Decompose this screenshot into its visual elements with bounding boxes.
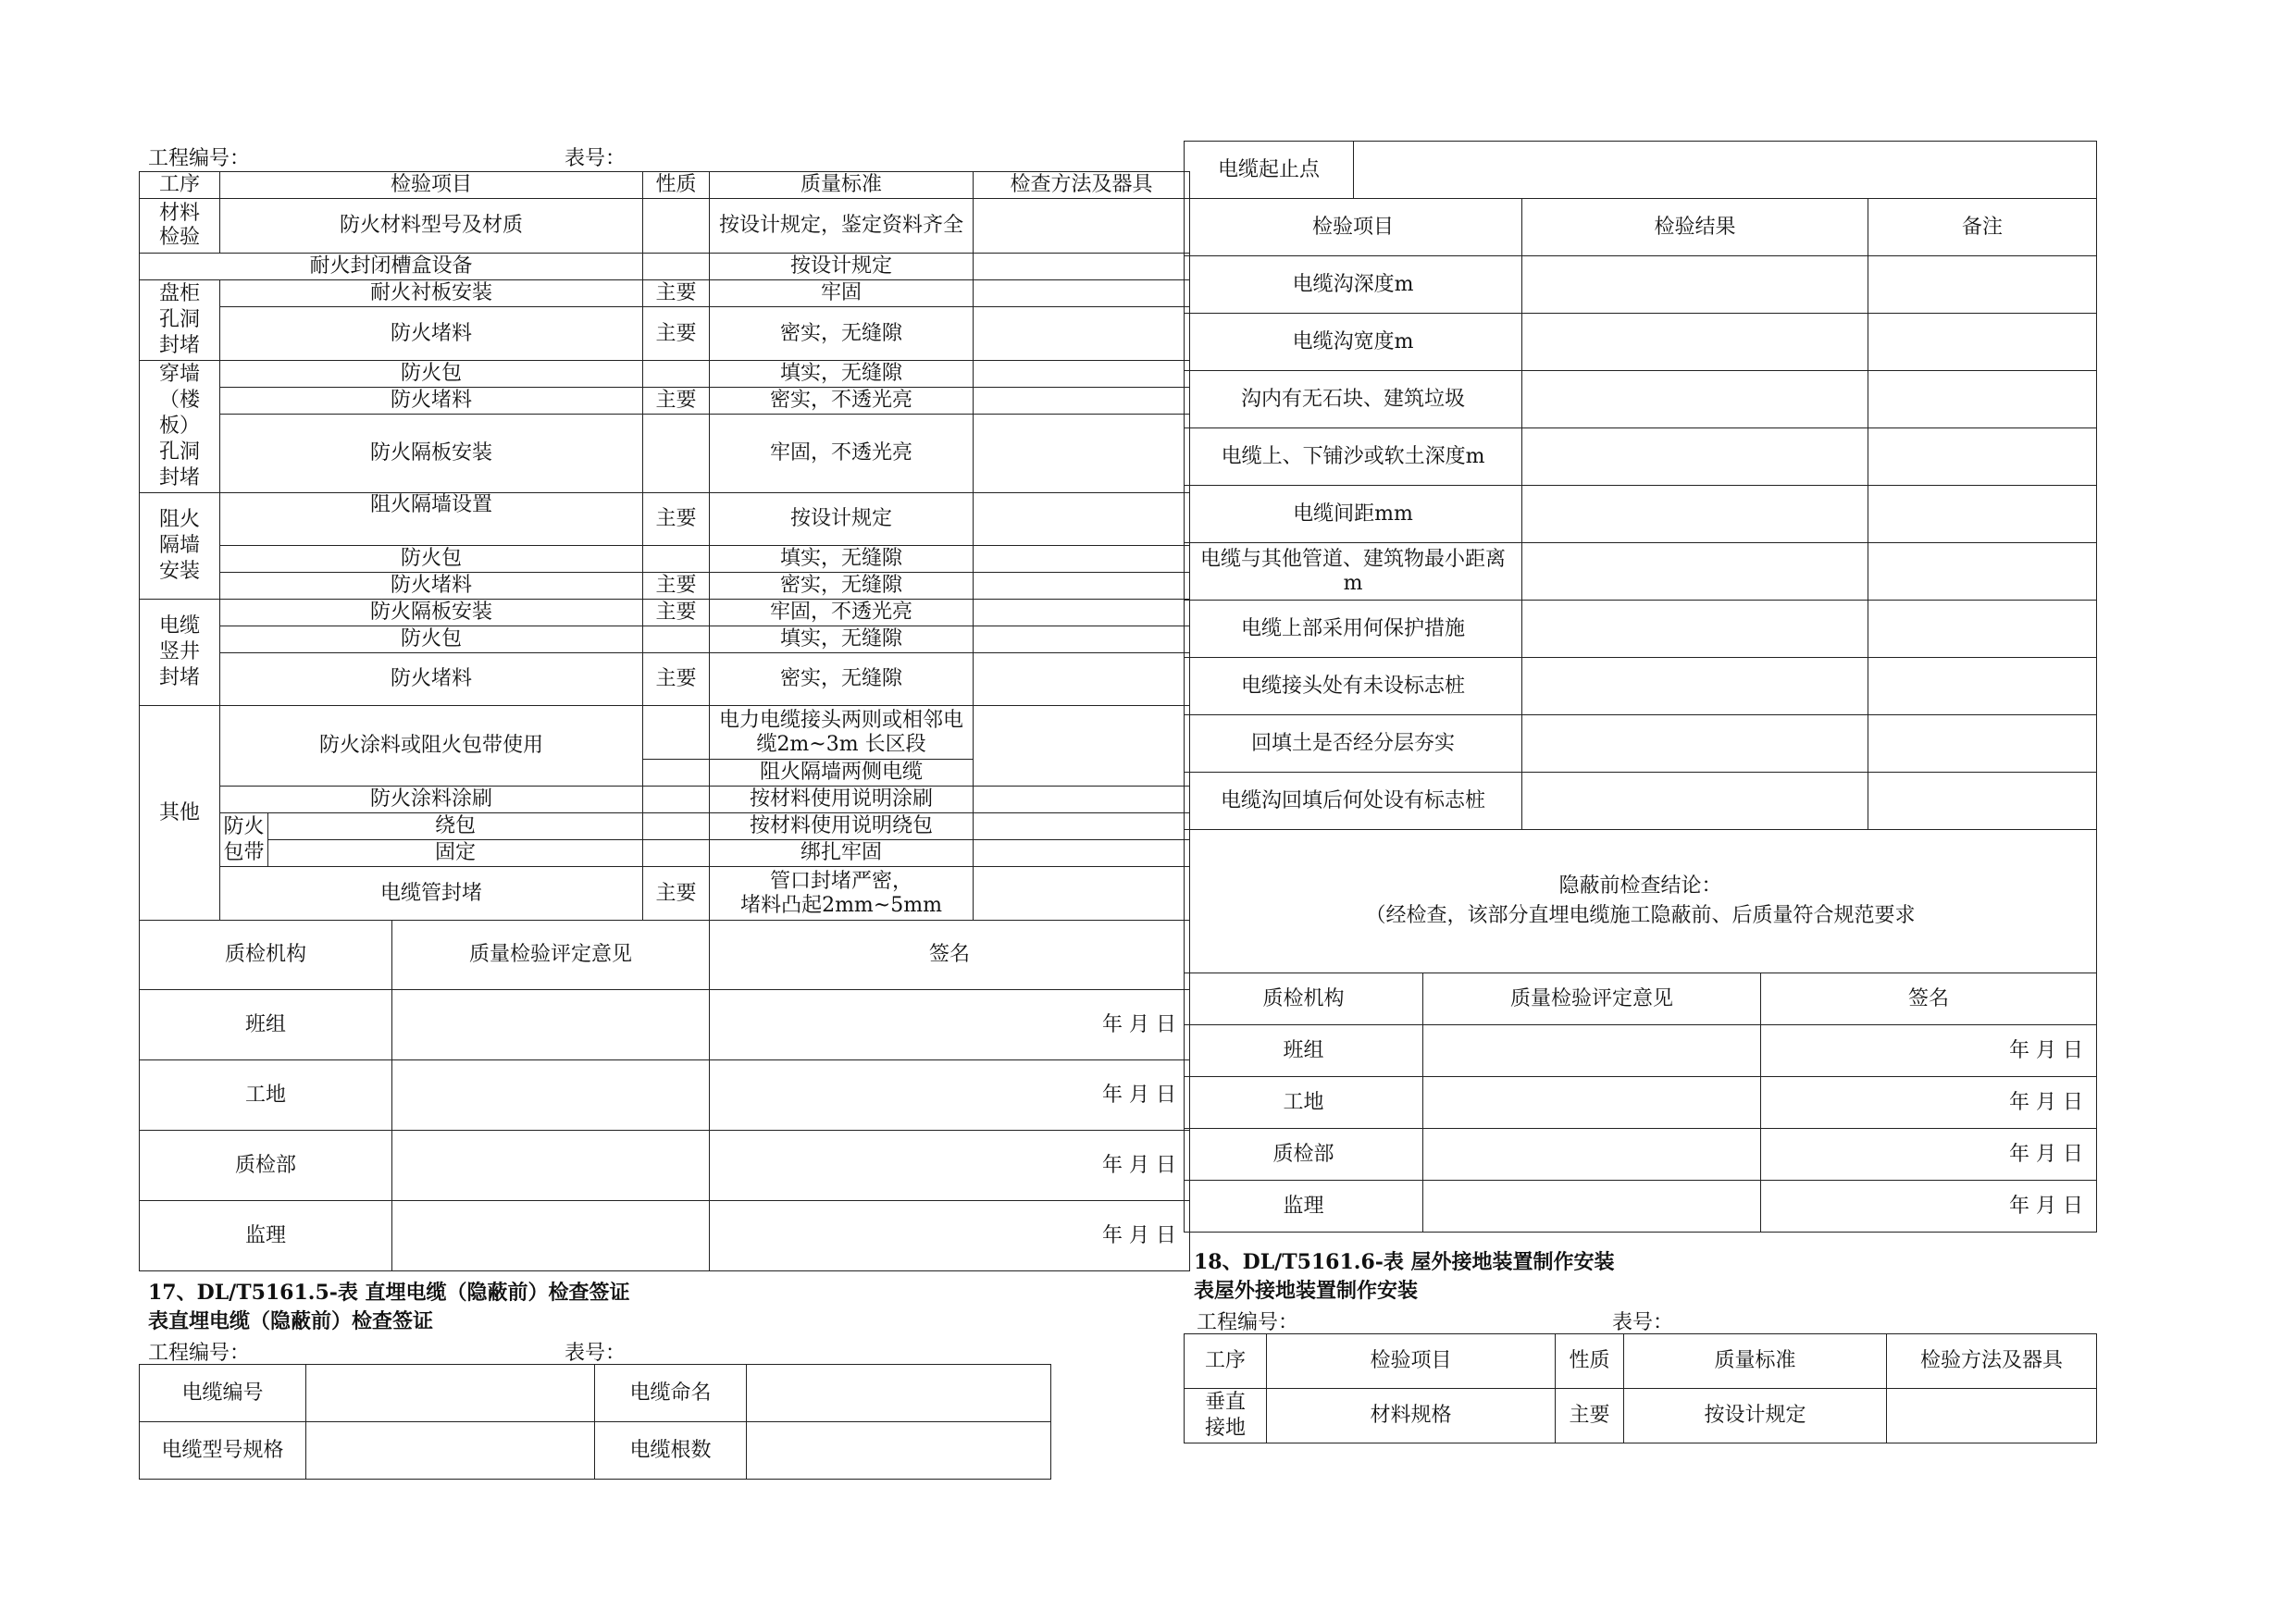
- cable-model-value[interactable]: [306, 1422, 595, 1480]
- header-cell: 工序: [140, 172, 220, 199]
- process-cell: 盘柜 孔洞 封堵: [140, 280, 220, 361]
- standard-cell: 密实，无缝隙: [710, 573, 974, 600]
- sign-header-row: [1185, 973, 2097, 1025]
- cable-count-label: 电缆根数: [595, 1422, 747, 1480]
- result-cell[interactable]: [1522, 773, 1868, 830]
- cable-model-label: 电缆型号规格: [140, 1422, 306, 1480]
- nature-cell: 主要: [643, 653, 710, 706]
- org-cell: 质检部: [1185, 1129, 1423, 1181]
- nature-cell: [643, 787, 710, 813]
- table-row: [1185, 543, 2097, 601]
- standard-cell: 按设计规定，鉴定资料齐全: [710, 199, 974, 254]
- method-cell[interactable]: [974, 840, 1190, 867]
- item-cell: 防火堵料: [220, 573, 643, 600]
- form-number-label: 表号：: [565, 1342, 627, 1365]
- table-row: [1185, 256, 2097, 314]
- date-cell: 年 月 日: [710, 1131, 1190, 1201]
- remark-cell[interactable]: [1868, 658, 2097, 715]
- remark-cell[interactable]: [1868, 428, 2097, 486]
- item-cell: 防火堵料: [220, 653, 643, 706]
- remark-cell[interactable]: [1868, 601, 2097, 658]
- header-cell: 检验结果: [1522, 199, 1868, 256]
- nature-cell: [643, 254, 710, 280]
- standard-cell: 密实，无缝隙: [710, 653, 974, 706]
- sign-row: [140, 1060, 1190, 1131]
- nature-cell: [643, 546, 710, 573]
- item-cell: 耐火封闭槽盒设备: [140, 254, 643, 280]
- standard-cell: 绑扎牢固: [710, 840, 974, 867]
- date-cell: 年 月 日: [710, 1060, 1190, 1131]
- item-cell: 电缆沟宽度m: [1185, 314, 1522, 371]
- process-cell: 垂直 接地: [1185, 1389, 1267, 1443]
- table-row: [1185, 715, 2097, 773]
- date-cell: 年 月 日: [1761, 1129, 2097, 1181]
- opinion-cell[interactable]: [392, 1131, 710, 1201]
- org-cell: 工地: [1185, 1077, 1423, 1129]
- standard-cell: 密实，无缝隙: [710, 307, 974, 361]
- item-cell: 材料规格: [1267, 1389, 1556, 1443]
- method-cell[interactable]: [1887, 1389, 2097, 1443]
- nature-cell: 主要: [643, 573, 710, 600]
- section-18-subtitle: 表屋外接地装置制作安装: [1194, 1279, 1419, 1303]
- nature-cell: 主要: [643, 867, 710, 921]
- method-cell[interactable]: [974, 867, 1190, 921]
- sign-header-row: [140, 921, 1190, 990]
- standard-cell: 填实，无缝隙: [710, 626, 974, 653]
- standard-cell: 填实，无缝隙: [710, 546, 974, 573]
- nature-cell: [643, 626, 710, 653]
- standard-cell: 牢固，不透光亮: [710, 415, 974, 493]
- cable-inspection-table: [1184, 141, 2097, 1233]
- result-cell[interactable]: [1522, 428, 1868, 486]
- remark-cell[interactable]: [1868, 543, 2097, 601]
- nature-cell: [643, 840, 710, 867]
- tape-label-cell: 防火 包带: [220, 813, 268, 867]
- header-cell: 检验项目: [1185, 199, 1522, 256]
- fireproof-inspection-table: [139, 171, 1190, 1271]
- item-cell: 防火堵料: [220, 388, 643, 415]
- result-cell[interactable]: [1522, 371, 1868, 428]
- opinion-cell[interactable]: [1423, 1025, 1761, 1077]
- method-cell[interactable]: [974, 600, 1190, 626]
- item-cell: 防火隔板安装: [220, 415, 643, 493]
- form-number-label: 表号：: [1612, 1311, 1674, 1334]
- standard-cell: 按材料使用说明涂刷: [710, 787, 974, 813]
- sign-row: [140, 1201, 1190, 1271]
- sign-row: [140, 990, 1190, 1060]
- remark-cell[interactable]: [1868, 486, 2097, 543]
- cable-name-label: 电缆命名: [595, 1365, 747, 1422]
- item-cell: 阻火隔墙设置: [220, 493, 643, 546]
- date-cell: 年 月 日: [1761, 1077, 2097, 1129]
- method-cell[interactable]: [974, 813, 1190, 840]
- standard-cell: 按设计规定: [1624, 1389, 1887, 1443]
- cable-count-value[interactable]: [747, 1422, 1051, 1480]
- standard-cell: 按设计规定: [710, 254, 974, 280]
- form-number-label: 表号：: [565, 147, 627, 170]
- method-cell[interactable]: [974, 388, 1190, 415]
- item-cell: 电缆沟深度m: [1185, 256, 1522, 314]
- table-row: [1185, 658, 2097, 715]
- grounding-device-table: [1184, 1333, 2097, 1443]
- result-cell[interactable]: [1522, 715, 1868, 773]
- table-row: [140, 199, 1190, 254]
- table-row: [140, 415, 1190, 493]
- table-header-row: [140, 172, 1190, 199]
- header-cell: 质量标准: [1624, 1334, 1887, 1389]
- nature-cell: [643, 199, 710, 254]
- table-row: [1185, 314, 2097, 371]
- method-cell[interactable]: [974, 493, 1190, 546]
- standard-cell: 按材料使用说明绕包: [710, 813, 974, 840]
- method-cell[interactable]: [974, 280, 1190, 307]
- table-row: [140, 546, 1190, 573]
- item-cell: 防火包: [220, 361, 643, 388]
- method-cell[interactable]: [974, 361, 1190, 388]
- standard-cell: 牢固，不透光亮: [710, 600, 974, 626]
- header-cell: 检验项目: [1267, 1334, 1556, 1389]
- start-end-label: 电缆起止点: [1185, 142, 1354, 199]
- item-cell: 防火包: [220, 546, 643, 573]
- remark-cell[interactable]: [1868, 256, 2097, 314]
- date-cell: 年 月 日: [710, 1201, 1190, 1271]
- result-cell[interactable]: [1522, 658, 1868, 715]
- method-cell[interactable]: [974, 787, 1190, 813]
- method-cell[interactable]: [974, 415, 1190, 493]
- conclusion-row: [1185, 830, 2097, 973]
- org-cell: 监理: [140, 1201, 392, 1271]
- project-number-label: 工程编号：: [148, 1342, 251, 1365]
- item-cell: 防火包: [220, 626, 643, 653]
- conclusion-text: （经检查，该部分直埋电缆施工隐蔽前、后质量符合规范要求: [1365, 904, 1916, 927]
- nature-cell: 主要: [643, 280, 710, 307]
- date-cell: 年 月 日: [1761, 1181, 2097, 1233]
- item-cell: 固定: [268, 840, 643, 867]
- sign-row: [1185, 1025, 2097, 1077]
- opinion-cell[interactable]: [1423, 1077, 1761, 1129]
- nature-cell: 主要: [643, 307, 710, 361]
- method-cell[interactable]: [974, 546, 1190, 573]
- table-row: [140, 1365, 1051, 1422]
- opinion-cell[interactable]: [392, 990, 710, 1060]
- standard-cell: 密实，不透光亮: [710, 388, 974, 415]
- table-row: [140, 307, 1190, 361]
- nature-cell: [643, 760, 710, 787]
- project-number-label: 工程编号：: [148, 147, 251, 170]
- table-row: [140, 388, 1190, 415]
- table-row: [1185, 773, 2097, 830]
- project-number-label: 工程编号：: [1197, 1311, 1299, 1334]
- item-cell: 防火隔板安装: [220, 600, 643, 626]
- method-cell[interactable]: [974, 653, 1190, 706]
- remark-cell[interactable]: [1868, 371, 2097, 428]
- method-cell[interactable]: [974, 199, 1190, 254]
- item-cell: 回填土是否经分层夯实: [1185, 715, 1522, 773]
- sign-header-cell: 签名: [1761, 973, 2097, 1025]
- table-row: [140, 573, 1190, 600]
- table-row: [1185, 1389, 2097, 1443]
- header-cell: 备注: [1868, 199, 2097, 256]
- table-row: [140, 813, 1190, 840]
- item-cell: 电缆上、下铺沙或软土深度m: [1185, 428, 1522, 486]
- header-cell: 工序: [1185, 1334, 1267, 1389]
- table-row: [140, 653, 1190, 706]
- method-cell[interactable]: [974, 573, 1190, 600]
- header-cell: 性质: [643, 172, 710, 199]
- date-cell: 年 月 日: [1761, 1025, 2097, 1077]
- section-17-subtitle: 表直埋电缆（隐蔽前）检查签证: [148, 1309, 434, 1333]
- table-row: [140, 280, 1190, 307]
- header-cell: 性质: [1556, 1334, 1624, 1389]
- opinion-cell[interactable]: [1423, 1129, 1761, 1181]
- sign-row: [1185, 1181, 2097, 1233]
- remark-cell[interactable]: [1868, 773, 2097, 830]
- method-cell[interactable]: [974, 626, 1190, 653]
- nature-cell: 主要: [1556, 1389, 1624, 1443]
- table-row: [1185, 601, 2097, 658]
- nature-cell: [643, 361, 710, 388]
- sign-header-cell: 签名: [710, 921, 1190, 990]
- sign-header-cell: 质检机构: [140, 921, 392, 990]
- result-cell[interactable]: [1522, 314, 1868, 371]
- table-row: [140, 787, 1190, 813]
- process-cell: 电缆 竖井 封堵: [140, 600, 220, 706]
- cable-name-value[interactable]: [747, 1365, 1051, 1422]
- item-cell: 电缆管封堵: [220, 867, 643, 921]
- sign-header-cell: 质检机构: [1185, 973, 1423, 1025]
- table-row: [140, 600, 1190, 626]
- sign-row: [140, 1131, 1190, 1201]
- method-cell[interactable]: [974, 706, 1190, 787]
- table-row: [1185, 428, 2097, 486]
- nature-cell: 主要: [643, 493, 710, 546]
- date-cell: 年 月 日: [710, 990, 1190, 1060]
- item-cell: 绕包: [268, 813, 643, 840]
- table-row: [140, 840, 1190, 867]
- conclusion-title: 隐蔽前检查结论：: [1558, 874, 1722, 898]
- item-cell: 电缆上部采用何保护措施: [1185, 601, 1522, 658]
- sign-header-cell: 质量检验评定意见: [1423, 973, 1761, 1025]
- nature-cell: [643, 415, 710, 493]
- result-cell[interactable]: [1522, 486, 1868, 543]
- standard-cell: 阻火隔墙两侧电缆: [710, 760, 974, 787]
- org-cell: 工地: [140, 1060, 392, 1131]
- header-cell: 检验方法及器具: [1887, 1334, 2097, 1389]
- standard-cell: 牢固: [710, 280, 974, 307]
- section-18-title: 18、DL/T5161.6-表 屋外接地装置制作安装: [1194, 1250, 1615, 1274]
- table-row: [140, 1422, 1051, 1480]
- section-17-title: 17、DL/T5161.5-表 直埋电缆（隐蔽前）检查签证: [148, 1281, 630, 1305]
- table-row: [1185, 142, 2097, 199]
- item-cell: 防火堵料: [220, 307, 643, 361]
- table-row: [140, 626, 1190, 653]
- item-cell: 电缆与其他管道、建筑物最小距离 m: [1185, 543, 1522, 601]
- header-cell: 检验项目: [220, 172, 643, 199]
- item-cell: 电缆沟回填后何处设有标志桩: [1185, 773, 1522, 830]
- method-cell[interactable]: [974, 254, 1190, 280]
- table-header-row: [1185, 199, 2097, 256]
- sign-row: [1185, 1129, 2097, 1181]
- result-cell[interactable]: [1522, 601, 1868, 658]
- process-cell: 穿墙 （楼 板） 孔洞 封堵: [140, 361, 220, 493]
- opinion-cell[interactable]: [1423, 1181, 1761, 1233]
- header-cell: 检查方法及器具: [974, 172, 1190, 199]
- org-cell: 班组: [1185, 1025, 1423, 1077]
- direct-buried-cable-table: [139, 1364, 1051, 1480]
- result-cell[interactable]: [1522, 543, 1868, 601]
- org-cell: 质检部: [140, 1131, 392, 1201]
- org-cell: 班组: [140, 990, 392, 1060]
- item-cell: 沟内有无石块、建筑垃圾: [1185, 371, 1522, 428]
- item-cell: 防火涂料或阻火包带使用: [220, 706, 643, 787]
- cable-number-label: 电缆编号: [140, 1365, 306, 1422]
- sign-header-cell: 质量检验评定意见: [392, 921, 710, 990]
- standard-cell: 填实，无缝隙: [710, 361, 974, 388]
- remark-cell[interactable]: [1868, 314, 2097, 371]
- nature-cell: 主要: [643, 600, 710, 626]
- table-row: [140, 254, 1190, 280]
- item-cell: 电缆间距mm: [1185, 486, 1522, 543]
- table-row: [1185, 371, 2097, 428]
- opinion-cell[interactable]: [392, 1201, 710, 1271]
- remark-cell[interactable]: [1868, 715, 2097, 773]
- item-cell: 防火涂料涂刷: [220, 787, 643, 813]
- process-cell: 阻火 隔墙 安装: [140, 493, 220, 600]
- result-cell[interactable]: [1522, 256, 1868, 314]
- header-cell: 质量标准: [710, 172, 974, 199]
- opinion-cell[interactable]: [392, 1060, 710, 1131]
- item-cell: 耐火衬板安装: [220, 280, 643, 307]
- standard-cell: 电力电缆接头两则或相邻电缆2m~3m 长区段: [710, 706, 974, 760]
- method-cell[interactable]: [974, 307, 1190, 361]
- process-cell: 材料 检验: [140, 199, 220, 254]
- org-cell: 监理: [1185, 1181, 1423, 1233]
- standard-cell: 管口封堵严密， 堵料凸起2mm~5mm: [710, 867, 974, 921]
- cable-number-value[interactable]: [306, 1365, 595, 1422]
- table-row: [140, 361, 1190, 388]
- nature-cell: [643, 813, 710, 840]
- nature-cell: [643, 706, 710, 760]
- table-row: [140, 867, 1190, 921]
- start-end-value[interactable]: [1354, 142, 2097, 199]
- standard-cell: 按设计规定: [710, 493, 974, 546]
- item-cell: 防火材料型号及材质: [220, 199, 643, 254]
- table-row: [1185, 486, 2097, 543]
- table-row: [140, 493, 1190, 546]
- nature-cell: 主要: [643, 388, 710, 415]
- table-header-row: [1185, 1334, 2097, 1389]
- conclusion-cell[interactable]: [1185, 830, 2097, 973]
- table-row: [140, 706, 1190, 760]
- item-cell: 电缆接头处有未设标志桩: [1185, 658, 1522, 715]
- process-cell: 其他: [140, 706, 220, 921]
- sign-row: [1185, 1077, 2097, 1129]
